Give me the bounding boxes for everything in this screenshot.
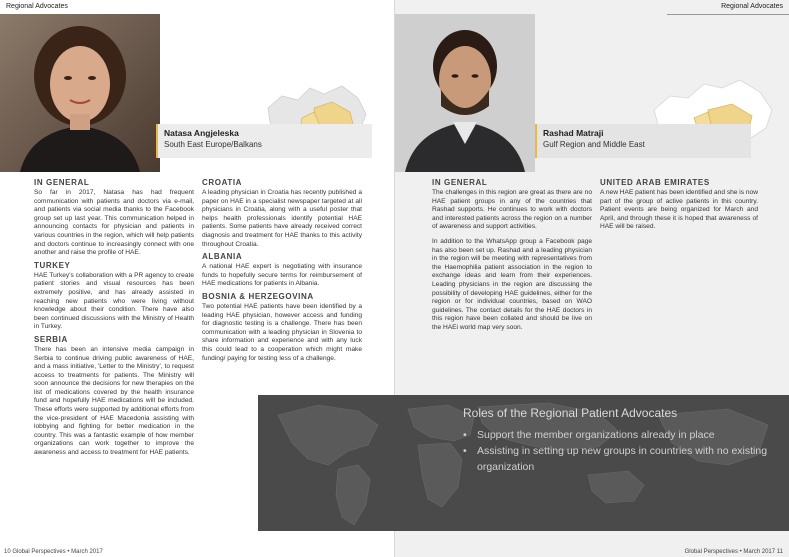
section-heading: SERBIA <box>34 334 68 344</box>
section-heading: IN GENERAL <box>432 178 488 187</box>
section-heading: UNITED ARAB EMIRATES <box>600 178 710 187</box>
section-heading: IN GENERAL <box>34 178 90 187</box>
roles-list <box>463 427 787 475</box>
section-text: There has been an intensive media campaign in Serbia to continue driving public awareness of HAE, and a mass initiative, 'Letter to the Ministry', to request access to treatments for patients. The Ministry will soon announce the decisions for new therapies on the list of medications covered by the health insurance fund and hopefully HAE medications will be included. These efforts were supported by additional efforts from the vice-president of HAE Macedonia assisting with lobbying and fighting for better medication in the country. This was a fantastic example of how member organizations can work together to improve the awareness and access to treatment for HAE patients. <box>34 345 194 457</box>
person-card-left <box>156 124 372 158</box>
section-text: In addition to the WhatsApp group a Facebook page has also been set up. Rashad and a leading physician in the region will be meeting with representatives from the Haemophilia patient association in the region to exchange ideas and learn from their experiences. Leading physicians in the region are discussing the possibility of developing HAE guidelines, either for the region or for individual countries, based on WAO guidelines. The contact details for the HAE doctors in this region have been collated and should be live on the HAEi world map very soon. <box>432 237 592 331</box>
footer-left: 10 Global Perspectives • March 2017 <box>4 549 103 555</box>
header-left: Regional Advocates <box>0 0 152 15</box>
footer-right: Global Perspectives • March 2017 11 <box>684 549 783 555</box>
section-heading: BOSNIA & HERZEGOVINA <box>202 291 314 301</box>
header-right: Regional Advocates <box>667 0 789 15</box>
section-text: The challenges in this region are great as there are no HAE patient groups in any of the countries that Rashad supports. He continues to work with doctors and interested patients across the region on a number of awareness and support activities. <box>432 189 592 231</box>
section-text: So far in 2017, Natasa has had frequent communication with patients and doctors via e-mail, and patients via social media thanks to the Facebook group set up last year. This communication helped in announcing contacts for physician and patients in various countries in the region, which will help patients and doctors continue to increasingly connect with one another and raise the profile of HAE. <box>34 189 194 257</box>
person-name: Rashad Matraji <box>543 128 604 138</box>
section-heading: ALBANIA <box>202 252 243 262</box>
section-text: HAE Turkey's collaboration with a PR agency to create patient stories and visual resources has been extremely positive, and has already assisted in reaching new patients who were living without knowledge about their condition. There have also been continued discussions with the Ministry of Health in Turkey. <box>34 271 194 331</box>
person-region: Gulf Region and Middle East <box>543 140 645 149</box>
roles-title: Roles of the Regional Patient Advocates <box>463 406 678 420</box>
section-heading: TURKEY <box>34 260 71 270</box>
right-column-1 <box>432 178 592 336</box>
section-text: A leading physician in Croatia has recently published a paper on HAE in a specialist newspaper targeted at all physicians in Croatia, along with a useful poster that helps health professionals identify potential HAE patients. Some patients have already received correct diagnosis and treatment for HAE thanks to this activity throughout Croatia. <box>202 189 362 248</box>
person-name: Natasa Angjeleska <box>164 128 239 138</box>
section-text: Two potential HAE patients have been identified by a leading HAE physician, however access and funding for diagnostic testing is a challenge. There has been communication with a leading physician in Slovenia to share information and experience and with any luck this could lead to a cooperation which might make funding/ paying for testing less of a challenge. <box>202 302 362 362</box>
portrait-photo-left <box>0 14 160 172</box>
section-text: A national HAE expert is negotiating with insurance funds to hopefully secure terms for reimbursement of HAE medications for patients in Albania. <box>202 263 362 288</box>
person-region: South East Europe/Balkans <box>164 140 262 149</box>
left-column-1 <box>34 178 194 461</box>
roles-item: • Support the member organizations already in place <box>463 427 787 443</box>
section-text: A new HAE patient has been identified and she is now part of the group of active patients in this country. Patient events are being organized for March and April, and through these it is hoped that awareness of HAE will be raised. <box>600 189 758 231</box>
portrait-photo-right <box>395 14 535 172</box>
roles-item: • Assisting in setting up new groups in countries with no existing organization <box>463 443 787 475</box>
person-card-right <box>535 124 751 158</box>
left-column-2 <box>202 178 362 366</box>
section-heading: CROATIA <box>202 178 243 187</box>
right-column-2 <box>600 178 758 235</box>
roles-box <box>258 395 789 531</box>
